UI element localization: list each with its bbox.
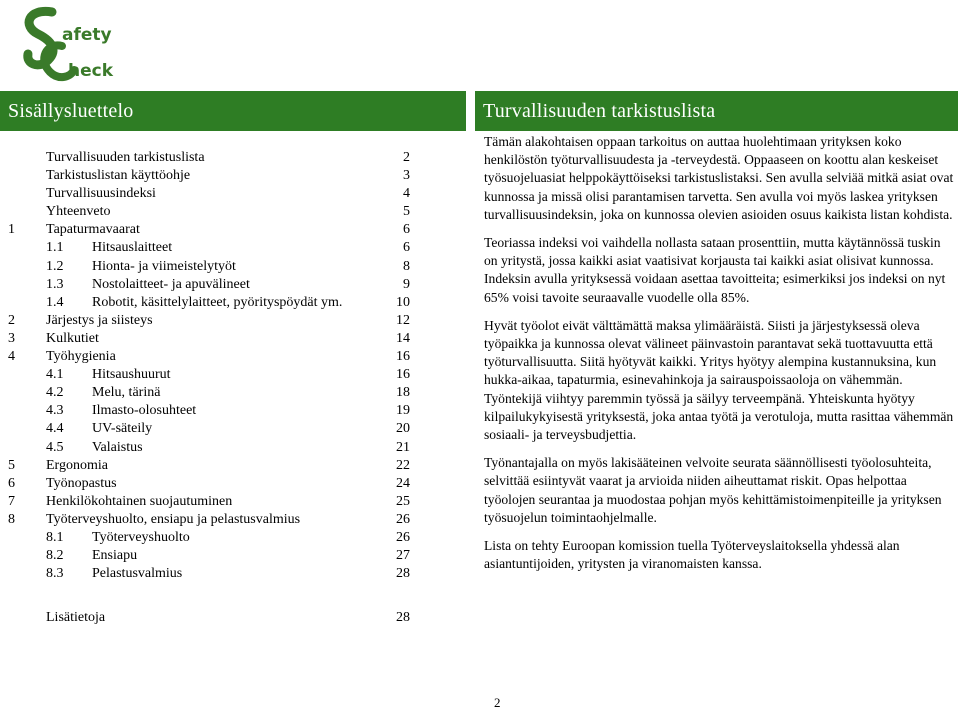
toc-row <box>0 167 420 185</box>
toc-section-number: 1.2 <box>46 258 64 274</box>
logo-word-safety: afety <box>62 25 112 45</box>
toc-row <box>0 366 420 384</box>
toc-page: 21 <box>396 439 410 455</box>
toc-row <box>0 493 420 511</box>
toc-page: 22 <box>396 457 410 473</box>
toc-title: Melu, tärinä <box>92 385 161 401</box>
toc-section-number: 4.3 <box>46 403 64 419</box>
toc-page: 28 <box>396 566 410 582</box>
toc-title: Järjestys ja siisteys <box>46 312 153 328</box>
toc-row <box>0 402 420 420</box>
toc-page: 14 <box>396 330 410 346</box>
toc-row <box>0 384 420 402</box>
toc-row <box>0 439 420 457</box>
toc-page: 27 <box>396 548 410 564</box>
toc-title: Henkilökohtainen suojautuminen <box>46 493 233 509</box>
toc-row <box>0 276 420 294</box>
toc-row <box>0 203 420 221</box>
toc-row <box>0 475 420 493</box>
paragraph: Tämän alakohtaisen oppaan tarkoitus on auttaa huolehtimaan yrityksen koko henkilöstön työturvallisuudesta ja -terveydestä. Oppaaseen on koottu alan keskeiset työsuojeluasiat helppokäyttöiseksi tarkistuslistaksi. Sen avulla selviää mitkä asiat ovat kunnossa ja missä olisi parantamisen tarvetta. Sen avulla voi myös laskea yrityksen turvallisuusindeksin, joka on kunnossa olevien asioiden osuus kaikista listan kohdista. <box>484 134 954 222</box>
toc-row <box>0 565 420 583</box>
toc-row <box>0 529 420 547</box>
toc-page: 25 <box>396 493 410 509</box>
toc-page: 26 <box>396 511 410 527</box>
paragraph: Lista on tehty Euroopan komission tuella Työterveyslaitoksella yhdessä alan asiantuntijoiden, yritysten ja viranomaisten kanssa. <box>484 538 900 572</box>
toc-section-number: 4.1 <box>46 367 64 383</box>
paragraph: Hyvät työolot eivät välttämättä maksa ylimääräistä. Siisti ja järjestyksessä oleva työpaikka ja kunnossa olevat välineet päinvastoin parantavat sekä tuottavuutta että työturvallisuutta. Siitä hyötyvät kaikki. Yritys hyötyy alempina kustannuksina, kun hukka-aikaa, tapaturmia, esinevahinkoja ja sairauspoissaoloja on vähemmän. Työntekijä viihtyy paremmin työssä ja säilyy terveempänä. Yhteiskunta hyötyy kilpailukykyisestä yrityksestä, joka antaa työtä ja verotuloja, mutta rasittaa vähemmän sosiaali- ja terveysbudjettia. <box>484 317 954 443</box>
toc-title: Työterveyshuolto, ensiapu ja pelastusvalmius <box>46 511 301 527</box>
toc-section-number: 8.3 <box>46 566 64 582</box>
toc-title: Tarkistuslistan käyttöohje <box>46 168 191 184</box>
toc-chapter-number: 2 <box>8 312 15 328</box>
toc-header: Sisällysluettelo <box>0 91 466 131</box>
paragraph: Teoriassa indeksi voi vaihdella nollasta sataan prosenttiin, mutta käytännössä tuskin on yritystä, jossa kaikki asiat vaatisivat korjausta tai kaikki asiat olisivat kunnossa. Indeksin avulla yrityksessä voidaan asettaa tavoitteita; esimerkiksi jos indeksi on nyt 65% voisi tavoite seuraavalle vuodelle olla 85%. <box>484 235 946 305</box>
toc-section-number: 8.1 <box>46 529 64 545</box>
toc-section-number: 4.5 <box>46 439 64 455</box>
toc-page: 2 <box>403 150 410 165</box>
toc-page: 16 <box>396 349 410 365</box>
toc-title: UV-säteily <box>92 421 153 437</box>
toc-row <box>0 348 420 366</box>
checklist-header: Turvallisuuden tarkistuslista <box>475 91 958 131</box>
toc-title: Valaistus <box>92 439 143 455</box>
toc-page: 4 <box>403 186 410 202</box>
toc-row <box>0 239 420 257</box>
toc-title: Robotit, käsittelylaitteet, pyörityspöydät ym. <box>92 294 343 310</box>
toc-title: Työnopastus <box>46 475 117 491</box>
toc-title: Nostolaitteet- ja apuvälineet <box>92 276 250 292</box>
toc-title: Tapaturmavaarat <box>46 222 140 238</box>
toc-title: Turvallisuusindeksi <box>46 186 156 202</box>
paragraph: Työnantajalla on myös lakisääteinen velvoite seurata säännöllisesti työolosuhteita, selvittää esiintyvät vaarat ja arvioida niiden aiheuttamat riskit. Opas helpottaa työolojen seurantaa ja muodostaa pohjan myös kehittämistoimenpiteille ja yrityksen työsuojelun toimintaohjelmalle. <box>484 455 942 525</box>
toc-chapter-number: 4 <box>8 349 15 365</box>
toc-title: Työhygienia <box>46 349 116 365</box>
toc-page: 3 <box>403 168 410 184</box>
toc-page: 10 <box>396 294 410 310</box>
toc-title: Hionta- ja viimeistelytyöt <box>92 258 236 274</box>
toc-page: 18 <box>396 385 410 401</box>
intro-text <box>484 133 954 583</box>
toc-chapter-number: 7 <box>8 493 15 509</box>
toc-page: 24 <box>396 475 410 491</box>
toc-section-number: 4.2 <box>46 385 64 401</box>
toc-row <box>0 547 420 565</box>
toc-page: 12 <box>396 312 410 328</box>
toc-chapter-number: 1 <box>8 222 15 238</box>
safety-check-logo <box>18 4 138 84</box>
toc-page: 8 <box>403 258 410 274</box>
toc-page: 19 <box>396 403 410 419</box>
toc-page: 26 <box>396 529 410 545</box>
toc-section-number: 1.3 <box>46 276 64 292</box>
toc-row-lisatietoja <box>0 609 420 627</box>
toc-title: Ilmasto-olosuhteet <box>92 403 197 419</box>
toc-chapter-number: 6 <box>8 475 15 491</box>
toc-row <box>0 258 420 276</box>
toc-title: Kulkutiet <box>46 330 99 346</box>
toc-page: 5 <box>403 204 410 220</box>
toc-title: Pelastusvalmius <box>92 566 183 582</box>
toc-row <box>0 185 420 203</box>
logo-word-check: heck <box>68 61 114 81</box>
toc-chapter-number: 3 <box>8 330 15 346</box>
page-number: 2 <box>494 695 501 710</box>
toc-title: Lisätietoja <box>46 610 106 625</box>
toc-title: Hitsaushuurut <box>92 367 171 383</box>
toc-chapter-number: 8 <box>8 511 15 527</box>
toc-page: 16 <box>396 367 410 383</box>
toc-row <box>0 511 420 529</box>
toc-title: Työterveyshuolto <box>92 529 190 545</box>
toc-section-number: 8.2 <box>46 548 64 564</box>
toc-title: Turvallisuuden tarkistuslista <box>46 150 205 165</box>
toc-page: 28 <box>396 610 410 625</box>
table-of-contents <box>0 149 420 583</box>
toc-row <box>0 420 420 438</box>
toc-section-number: 4.4 <box>46 421 64 437</box>
toc-page: 6 <box>403 240 410 256</box>
toc-page: 9 <box>403 276 410 292</box>
toc-title: Yhteenveto <box>46 204 111 220</box>
toc-section-number: 1.1 <box>46 240 64 256</box>
toc-row <box>0 221 420 239</box>
toc-chapter-number: 5 <box>8 457 15 473</box>
toc-row <box>0 312 420 330</box>
toc-title: Hitsauslaitteet <box>92 240 173 256</box>
toc-page: 6 <box>403 222 410 238</box>
toc-title: Ensiapu <box>92 548 138 564</box>
toc-row <box>0 149 420 167</box>
toc-section-number: 1.4 <box>46 294 64 310</box>
toc-row <box>0 457 420 475</box>
toc-row <box>0 330 420 348</box>
toc-row <box>0 294 420 312</box>
toc-title: Ergonomia <box>46 457 108 473</box>
toc-page: 20 <box>396 421 410 437</box>
